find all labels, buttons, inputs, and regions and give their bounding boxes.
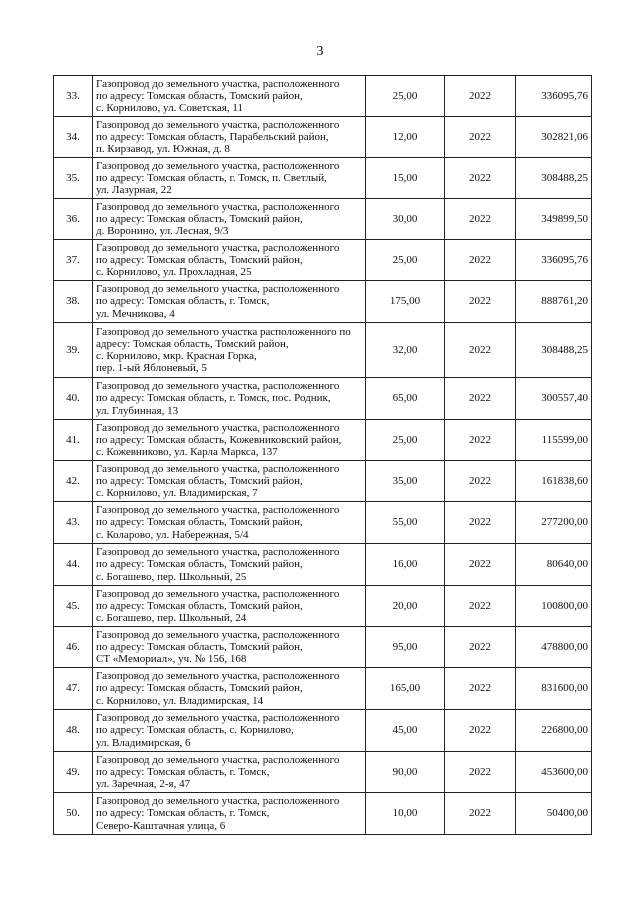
row-description: Газопровод до земельного участка, расположенного по адресу: Томская область, г. Томск, п. Светлый, ул. Лазурная, 22 (93, 158, 366, 199)
table-row (54, 420, 592, 461)
row-length: 55,00 (366, 502, 445, 544)
row-length: 32,00 (366, 323, 445, 378)
row-description: Газопровод до земельного участка, расположенного по адресу: Томская область, Томский район, с. Богашево, пер. Школьный, 25 (93, 544, 366, 586)
table-row (54, 158, 592, 199)
row-cost: 100800,00 (516, 586, 592, 627)
table-row (54, 752, 592, 793)
row-cost: 277200,00 (516, 502, 592, 544)
table-row (54, 117, 592, 158)
row-year: 2022 (445, 240, 516, 281)
row-year: 2022 (445, 793, 516, 835)
row-year: 2022 (445, 461, 516, 502)
row-cost: 349899,50 (516, 199, 592, 240)
table-row (54, 281, 592, 323)
table-row (54, 668, 592, 710)
row-number: 41. (54, 420, 93, 461)
row-number: 48. (54, 710, 93, 752)
row-description: Газопровод до земельного участка, расположенного по адресу: Томская область, г. Томск, пос. Родник, ул. Глубинная, 13 (93, 378, 366, 420)
row-length: 175,00 (366, 281, 445, 323)
row-description: Газопровод до земельного участка, расположенного по адресу: Томская область, Кожевниковский район, с. Кожевниково, ул. Карла Маркса, 137 (93, 420, 366, 461)
table-row (54, 502, 592, 544)
row-number: 36. (54, 199, 93, 240)
table-row (54, 627, 592, 668)
row-description: Газопровод до земельного участка, расположенного по адресу: Томская область, г. Томск, ул. Мечникова, 4 (93, 281, 366, 323)
row-cost: 50400,00 (516, 793, 592, 835)
gas-pipeline-table (53, 75, 592, 835)
row-number: 37. (54, 240, 93, 281)
row-year: 2022 (445, 323, 516, 378)
row-length: 95,00 (366, 627, 445, 668)
row-cost: 336095,76 (516, 76, 592, 117)
row-length: 35,00 (366, 461, 445, 502)
row-length: 90,00 (366, 752, 445, 793)
table-row (54, 544, 592, 586)
row-year: 2022 (445, 752, 516, 793)
row-number: 42. (54, 461, 93, 502)
row-cost: 308488,25 (516, 323, 592, 378)
row-length: 25,00 (366, 76, 445, 117)
row-cost: 226800,00 (516, 710, 592, 752)
row-year: 2022 (445, 158, 516, 199)
row-length: 45,00 (366, 710, 445, 752)
row-length: 10,00 (366, 793, 445, 835)
table-row (54, 199, 592, 240)
table-row (54, 793, 592, 835)
row-cost: 888761,20 (516, 281, 592, 323)
row-cost: 302821,06 (516, 117, 592, 158)
table-row (54, 240, 592, 281)
row-year: 2022 (445, 502, 516, 544)
row-description: Газопровод до земельного участка, расположенного по адресу: Томская область, Томский район, с. Корнилово, ул. Прохладная, 25 (93, 240, 366, 281)
row-number: 33. (54, 76, 93, 117)
row-length: 12,00 (366, 117, 445, 158)
row-year: 2022 (445, 586, 516, 627)
row-description: Газопровод до земельного участка, расположенного по адресу: Томская область, Томский район, с. Корнилово, ул. Владимирская, 7 (93, 461, 366, 502)
row-description: Газопровод до земельного участка, расположенного по адресу: Томская область, Парабельский район, п. Кирзавод, ул. Южная, д. 8 (93, 117, 366, 158)
table-row (54, 323, 592, 378)
row-number: 47. (54, 668, 93, 710)
row-length: 20,00 (366, 586, 445, 627)
table-row (54, 378, 592, 420)
row-number: 49. (54, 752, 93, 793)
row-year: 2022 (445, 378, 516, 420)
page-number: 3 (316, 44, 324, 59)
table-row (54, 710, 592, 752)
row-description: Газопровод до земельного участка, расположенного по адресу: Томская область, Томский район, СТ «Мемориал», уч. № 156, 168 (93, 627, 366, 668)
row-number: 50. (54, 793, 93, 835)
row-length: 65,00 (366, 378, 445, 420)
table-row (54, 76, 592, 117)
row-year: 2022 (445, 627, 516, 668)
row-description: Газопровод до земельного участка, расположенного по адресу: Томская область, Томский район, с. Корнилово, ул. Владимирская, 14 (93, 668, 366, 710)
row-description: Газопровод до земельного участка, расположенного по адресу: Томская область, Томский район, с. Коларово, ул. Набережная, 5/4 (93, 502, 366, 544)
row-year: 2022 (445, 544, 516, 586)
row-length: 25,00 (366, 420, 445, 461)
row-number: 40. (54, 378, 93, 420)
row-description: Газопровод до земельного участка, расположенного по адресу: Томская область, Томский район, с. Корнилово, ул. Советская, 11 (93, 76, 366, 117)
row-cost: 115599,00 (516, 420, 592, 461)
row-number: 34. (54, 117, 93, 158)
row-description: Газопровод до земельного участка, расположенного по адресу: Томская область, Томский район, д. Воронино, ул. Лесная, 9/3 (93, 199, 366, 240)
row-year: 2022 (445, 710, 516, 752)
row-year: 2022 (445, 199, 516, 240)
row-number: 38. (54, 281, 93, 323)
row-cost: 300557,40 (516, 378, 592, 420)
row-year: 2022 (445, 281, 516, 323)
row-description: Газопровод до земельного участка, расположенного по адресу: Томская область, г. Томск, ул. Заречная, 2-я, 47 (93, 752, 366, 793)
row-year: 2022 (445, 76, 516, 117)
row-length: 16,00 (366, 544, 445, 586)
row-number: 45. (54, 586, 93, 627)
table-row (54, 461, 592, 502)
row-length: 15,00 (366, 158, 445, 199)
row-cost: 453600,00 (516, 752, 592, 793)
row-cost: 831600,00 (516, 668, 592, 710)
row-length: 25,00 (366, 240, 445, 281)
row-number: 46. (54, 627, 93, 668)
row-description: Газопровод до земельного участка, расположенного по адресу: Томская область, с. Корнилово, ул. Владимирская, 6 (93, 710, 366, 752)
row-length: 165,00 (366, 668, 445, 710)
table-body (54, 76, 592, 835)
row-year: 2022 (445, 668, 516, 710)
row-year: 2022 (445, 420, 516, 461)
row-cost: 336095,76 (516, 240, 592, 281)
row-number: 44. (54, 544, 93, 586)
table-row (54, 586, 592, 627)
row-number: 35. (54, 158, 93, 199)
row-length: 30,00 (366, 199, 445, 240)
row-cost: 80640,00 (516, 544, 592, 586)
row-number: 39. (54, 323, 93, 378)
row-cost: 161838,60 (516, 461, 592, 502)
row-description: Газопровод до земельного участка расположенного по адресу: Томская область, Томский район, с. Корнилово, мкр. Красная Горка, пер. 1-ый Яблоневый, 5 (93, 323, 366, 378)
row-description: Газопровод до земельного участка, расположенного по адресу: Томская область, Томский район, с. Богашево, пер. Школьный, 24 (93, 586, 366, 627)
row-cost: 308488,25 (516, 158, 592, 199)
row-number: 43. (54, 502, 93, 544)
row-year: 2022 (445, 117, 516, 158)
row-cost: 478800,00 (516, 627, 592, 668)
row-description: Газопровод до земельного участка, расположенного по адресу: Томская область, г. Томск, Северо-Каштачная улица, 6 (93, 793, 366, 835)
